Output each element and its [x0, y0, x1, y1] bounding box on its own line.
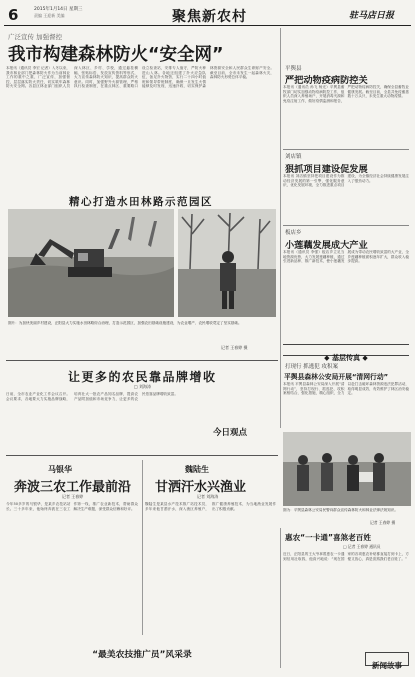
photo-feature: [6, 187, 278, 357]
masthead: [4, 4, 411, 24]
bottom-right-author: □ 记者 王春婷 通讯员: [343, 544, 381, 549]
story3-location: 板店乡: [285, 230, 302, 236]
profile-1: [6, 460, 140, 640]
brand-author: □ 刘海涛: [134, 384, 152, 389]
lead-kicker: 广泛宣传 加强督控: [8, 33, 63, 41]
lead-headline: 我市构建森林防火“安全网”: [8, 45, 224, 65]
story1-location: 平舆县: [285, 66, 302, 72]
story3-headline: 小莲藕发展成大产业: [285, 240, 368, 251]
crowd-illustration: [283, 432, 411, 506]
masthead-rule: [4, 25, 411, 26]
tree-planting-photo: [178, 209, 276, 317]
story2-headline: 狠抓项目建设促发展: [285, 164, 368, 175]
excavator-photo: [8, 209, 174, 317]
photo-title-box: [46, 190, 236, 208]
profile-2: [145, 460, 278, 640]
bottom-divider: [280, 528, 281, 668]
bottom-right-headline: 惠农“一卡通”喜煞老百姓: [285, 533, 371, 542]
right-rule-2: [283, 225, 409, 226]
profile-2-name: 魏陆生: [185, 465, 209, 474]
profiles-top-rule: [6, 455, 278, 456]
profile-1-byline: 记者 王春婷: [62, 494, 84, 499]
section-title: 聚焦新农村: [172, 9, 247, 25]
bottom-right-body: 近日，正阳县的王大爷拿着惠农一卡通到信用社取钱，他高兴地说：“现在国家的各项惠农补贴都直接打到卡上，方便又放心，真是喜煞我们老百姓了。”: [283, 552, 409, 561]
news-story-tag: 新闻故事: [372, 661, 402, 670]
profile-2-body: 魏陆生是某县水产技术推广站技术员，多年来他甘洒汗水，深入渔区养殖户，推广健康养殖技术，为当地渔业发展作出了积极贡献。: [145, 502, 276, 511]
police-body: 本报讯 平舆县森林公安局深入开展“清网行动”，坚持打现行、抓逃犯、攻积案相结合，强化措施，精心组织，全力以赴打击破坏森林资源违法犯罪活动，取得明显成效，有效维护了林区治安稳定。: [283, 382, 409, 396]
banner-label: ◆ 基层传真 ◆: [324, 354, 368, 362]
profile-1-name: 马银华: [48, 465, 72, 474]
brand-top-rule: [6, 360, 278, 361]
police-story: [283, 360, 411, 430]
story1-headline: 严把动物疫病防控关: [285, 75, 368, 86]
profiles-series-title: “最美农技推广员”风采录: [92, 650, 192, 660]
story1-body: 本报讯（通讯员 孙飞 杨光）平舆县畜牧部门切实加强动物疫病防控工作，组织人员深入养殖场户，开展消毒灭源和免疫注射工作，做好疫情监测和报告，严把动物疫病防控关，确保全县畜牧业健康发展。截至目前，全县共免疫畜禽数十万头只，未发生重大动物疫情。: [283, 85, 409, 103]
police-photo-credit: 记者 王春婷 摄: [370, 520, 396, 525]
brand-story: [6, 362, 278, 452]
masthead-editor: 责编 王迎新 美编: [34, 13, 65, 18]
story3-body: 本报讯（通讯员 李强）板店乡立足当地资源优势，大力发展莲藕种植，通过引进新品种、推广新技术，使小莲藕发展成为带动农民增收致富的大产业，全乡莲藕种植面积逐年扩大，群众收入稳步提高。: [283, 250, 409, 264]
right-column: [283, 28, 411, 362]
photo-credit: 记者 王春婷 摄: [221, 345, 248, 350]
paper-name: 驻马店日报: [349, 11, 395, 21]
bottom-right-story: [283, 528, 411, 673]
grassroots-banner: [283, 344, 409, 362]
tree-illustration: [178, 209, 276, 317]
excavator-illustration: [8, 209, 174, 317]
brand-body: 日前，全市农业产业化工作会议召开。会议要求，各地要大力实施品牌战略，培育壮大一批农产品知名品牌，提高农产品附加值和市场竞争力，让更多的农民依靠品牌增收致富。: [6, 392, 178, 401]
story2-location: 刘店镇: [285, 154, 302, 160]
right-rule-1: [283, 149, 409, 150]
photo-title: 精心打造水田林路示范园区: [69, 196, 213, 208]
lead-body: 本报讯（通讯员 李宏 记者）入冬以来，我市林业部门把森林防火作为当前林业工作的重中之重，广泛宣传，加强督控，层层落实防火责任，切实筑牢森林防火安全网。各县区林业部门组织人员深入林区、乡村、学校，通过悬挂横幅、张贴标语、发放宣传资料等形式，大力宣传森林防火知识，提高群众防火意识。同时，加强野外火源管理，严格执行检查制度，在重点林区、重要路口设立检查站，安排专人值守，严防火种进山入林。各地还组建了扑火应急队伍，备足扑火物资，实行二十四小时值班和领导带班制度，确保一旦发生火情能够及时发现、迅速扑救，切实保护森林资源安全和人民群众生命财产安全。截至目前，全市未发生一起森林火灾，森林防火形势总体平稳。: [6, 66, 274, 89]
brand-headline: 让更多的农民靠品牌增收: [68, 370, 217, 384]
profile-2-headline: 甘洒汗水兴渔业: [155, 480, 247, 495]
page-number: 6: [8, 6, 19, 24]
profiles-series-title-box: [62, 642, 222, 660]
profile-1-headline: 奔波三农工作最前沿: [14, 480, 132, 495]
story2-body: 本报讯 刘店镇坚持把项目建设作为推动经济发展的第一引擎，强化服务意识，优化发展环境，全力推进重点项目建设，为全镇经济社会持续健康发展注入了强劲动力。: [283, 174, 409, 188]
profile-divider: [142, 460, 143, 635]
news-story-tag-box: [365, 652, 409, 670]
column-divider: [280, 28, 281, 428]
profile-1-body: 今年50多岁的马银华，是某乡农技站站长。三十多年来，他始终奔波在三农工作第一线，推广农业新技术，帮助群众解决生产难题，深受群众信赖和好评。: [6, 502, 138, 511]
lead-story: [6, 28, 276, 183]
photo-caption: 图片：为加快美丽乡村建设，正阳县大力实施水田林路综合治理，打造示范园区，加强农田基础设施建设，为农业增产、农民增收奠定了坚实基础。: [8, 321, 242, 325]
police-photo-caption: 图为：平舆县森林公安局民警向群众宣传森林防火和林业法律法规知识。: [283, 508, 398, 512]
profile-2-byline: 记者 刘海涛: [197, 494, 219, 499]
police-photo: [283, 432, 411, 506]
police-headline: 平舆县森林公安局开展“清网行动”: [284, 373, 389, 381]
police-kicker: 打现行 抓逃犯 攻积案: [285, 364, 338, 370]
masthead-date: 2015年1月14日 星期三: [34, 7, 83, 12]
brand-tag: 今日观点: [210, 424, 250, 440]
